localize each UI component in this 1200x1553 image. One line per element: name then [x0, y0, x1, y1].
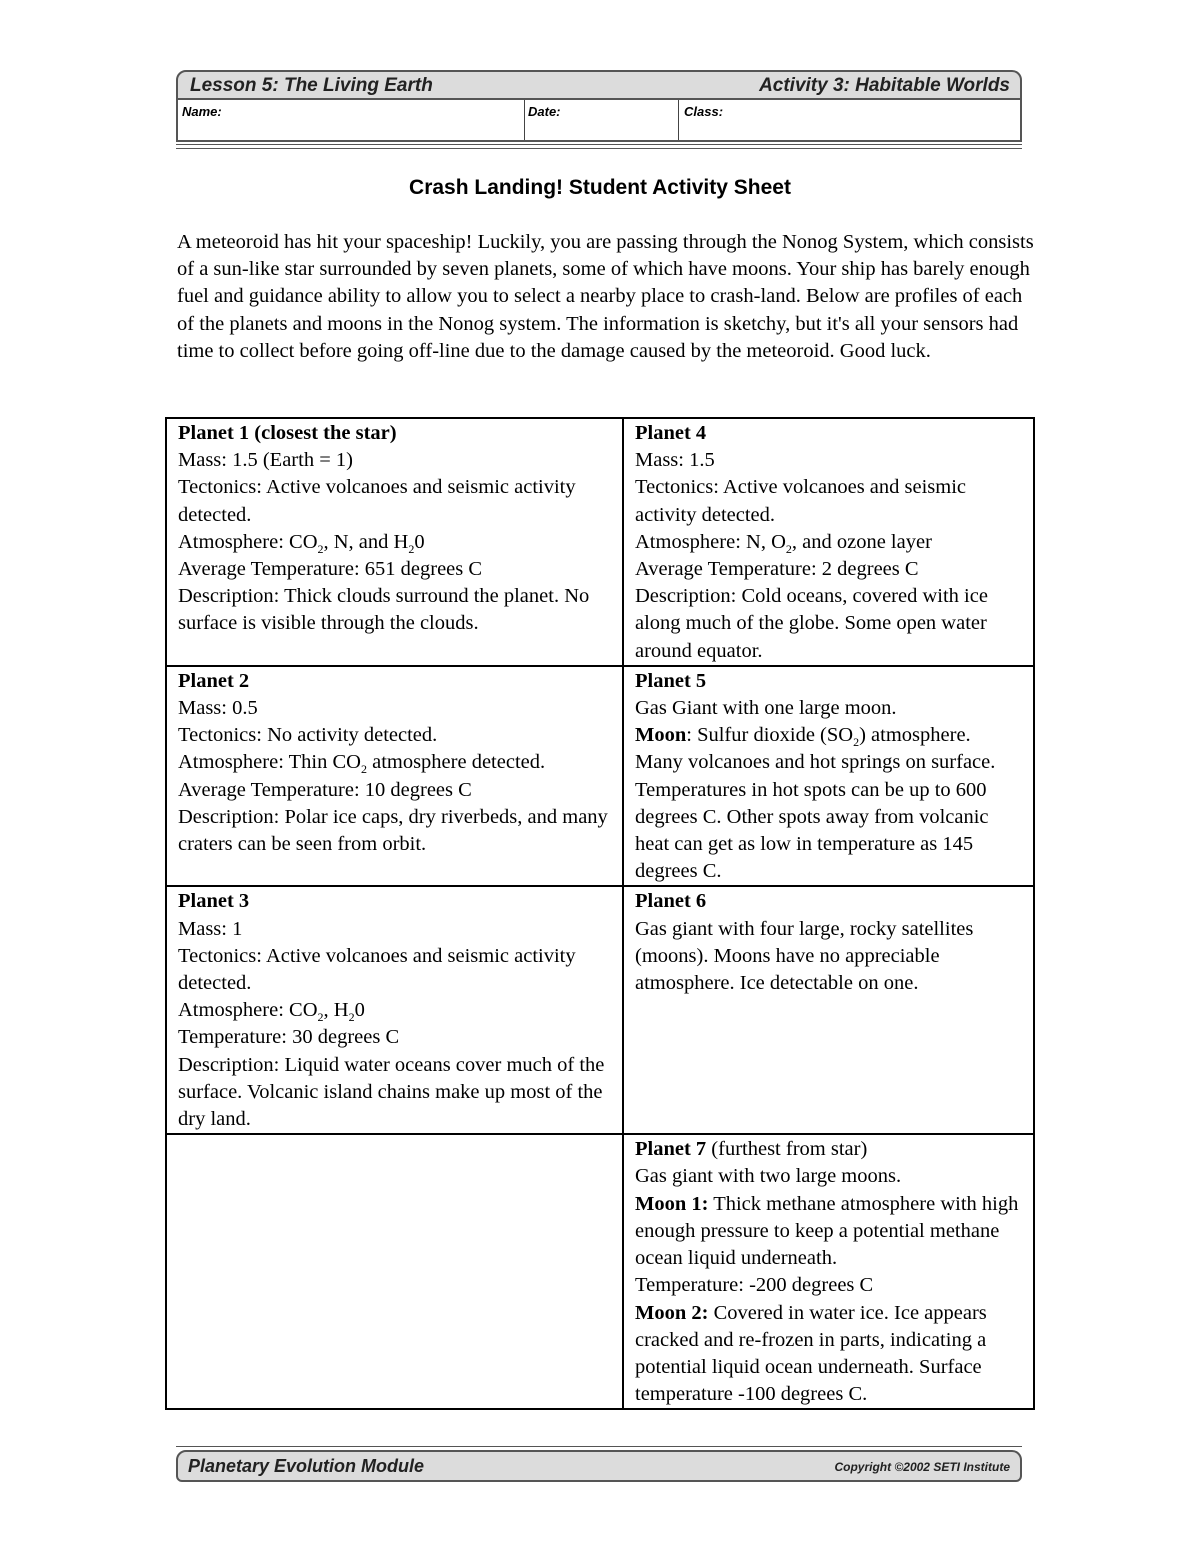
- page-title: Crash Landing! Student Activity Sheet: [409, 176, 791, 199]
- planet-4-atmosphere: Atmosphere: N, $O_2$, and ozone layer: [635, 530, 932, 556]
- planet-1-tectonics: Tectonics: Active volcanoes and seismic activity detected.: [178, 476, 576, 526]
- lesson-title: Lesson 5: The Living Earth: [190, 75, 433, 96]
- planet-4-heading: Planet 4: [635, 422, 707, 444]
- planet-7-moon-1-temperature: Temperature: -200 degrees C: [635, 1274, 874, 1297]
- planet-1-heading: Planet 1 (closest the star): [178, 422, 397, 444]
- copyright-notice: Copyright ©2002 SETI Institute: [834, 1460, 1010, 1474]
- planet-3-description: Description: Liquid water oceans cover much of the surface. Volcanic island chains make up most of the dry land.: [178, 1053, 605, 1131]
- planet-1-cell: [166, 418, 623, 666]
- planet-5-moon: Moon: Sulfur dioxide $(SO_2)$ atmosphere. Many volcanoes and hot springs on surface. Temperatures in hot spots can be up to 600 degrees C. Other spots away from volcanic heat can get as low in temperature as 145 degrees C.: [635, 724, 996, 883]
- planet-4-tectonics: Tectonics: Active volcanoes and seismic activity detected.: [635, 476, 967, 526]
- planet-2-cell: [166, 666, 623, 887]
- planet-3-atmosphere: Atmosphere: $CO_2$, $H_20$: [178, 999, 365, 1025]
- planet-6-cell: [623, 886, 1034, 1134]
- planet-7-moon-2: Moon 2: Covered in water ice. Ice appears cracked and re-frozen in parts, indicating a potential liquid ocean underneath. Surface temperature -100 degrees C.: [635, 1301, 987, 1406]
- planet-5-cell: [623, 666, 1034, 887]
- lesson-header: [176, 70, 1022, 100]
- class-field-label: Class:: [684, 104, 724, 119]
- planet-2-description: Description: Polar ice caps, dry riverbeds, and many craters can be seen from orbit.: [178, 805, 608, 856]
- intro-paragraph: A meteoroid has hit your spaceship! Luckily, you are passing through the Nonog System, which consists of a sun-like star surrounded by seven planets, some of which have moons. Your ship has barely enough fuel and guidance ability to allow you to select a nearby place to crash-land. Below are profiles of each of the planets and moons in the Nonog system. The information is sketchy, but it's all your sensors had time to collect before going off-line due to the damage caused by the meteoroid. Good luck.: [177, 231, 1034, 362]
- planet-4-description: Description: Cold oceans, covered with ice along much of the globe. Some open water around equator.: [635, 585, 988, 662]
- planet-2-mass: Mass: 0.5: [178, 697, 258, 720]
- planet-2-temperature: Average Temperature: 10 degrees C: [178, 778, 472, 801]
- page-footer: [176, 1450, 1022, 1482]
- student-info-fields: [176, 100, 1022, 142]
- module-name: Planetary Evolution Module: [188, 1456, 425, 1476]
- planet-2-tectonics: Tectonics: No activity detected.: [178, 724, 438, 747]
- header-underline: [176, 144, 1022, 149]
- planet-1-description: Description: Thick clouds surround the planet. No surface is visible through the clouds.: [178, 585, 590, 635]
- planet-6-description: Gas giant with four large, rocky satellites (moons). Moons have no appreciable atmosphere. Ice detectable on one.: [635, 917, 974, 995]
- planet-3-mass: Mass: 1: [178, 917, 243, 940]
- planet-1-temperature: Average Temperature: 651 degrees C: [178, 558, 483, 581]
- planet-2-atmosphere: Atmosphere: Thin $CO_2$ atmosphere detected.: [178, 751, 546, 777]
- planet-6-heading: Planet 6: [635, 890, 707, 913]
- footer-rule: [176, 1446, 1022, 1449]
- planet-7-summary: Gas giant with two large moons.: [635, 1165, 902, 1188]
- planet-4-cell: [623, 418, 1034, 666]
- planet-3-tectonics: Tectonics: Active volcanoes and seismic activity detected.: [178, 944, 576, 995]
- planet-2-heading: Planet 2: [178, 669, 250, 692]
- planet-profiles-table: [165, 417, 1035, 1410]
- planet-1-atmosphere: Atmosphere: $CO_2$, N, and $H_20$: [178, 530, 425, 556]
- planet-3-temperature: Temperature: 30 degrees C: [178, 1026, 400, 1049]
- planet-7-heading: Planet 7 (furthest from star): [635, 1138, 868, 1161]
- planet-4-mass: Mass: 1.5: [635, 449, 715, 472]
- name-field-label: Name:: [182, 104, 222, 119]
- planet-7-moon-1: Moon 1: Thick methane atmosphere with high enough pressure to keep a potential methane ocean liquid underneath.: [635, 1192, 1019, 1270]
- planet-3-heading: Planet 3: [178, 890, 250, 913]
- empty-cell: [166, 1134, 623, 1409]
- planet-5-heading: Planet 5: [635, 669, 707, 692]
- date-field-label: Date:: [528, 104, 561, 119]
- planet-3-cell: [166, 886, 623, 1134]
- planet-7-cell: [623, 1134, 1034, 1409]
- planet-4-temperature: Average Temperature: 2 degrees C: [635, 558, 919, 581]
- planet-5-summary: Gas Giant with one large moon.: [635, 697, 897, 720]
- activity-title: Activity 3: Habitable Worlds: [759, 75, 1010, 96]
- planet-1-mass: Mass: 1.5 (Earth = 1): [178, 449, 353, 472]
